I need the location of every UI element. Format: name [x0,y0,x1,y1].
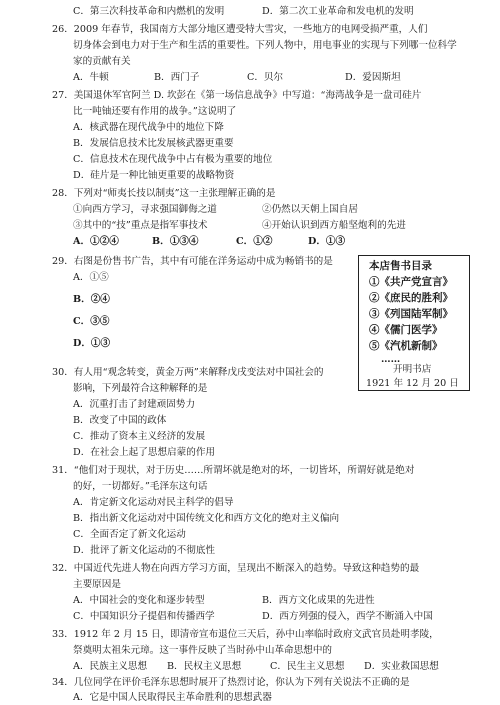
q31-option-a: A．肯定新文化运动对民主科学的倡导 [73,497,234,508]
ad-item-4: ④《儒门医学》 [369,324,443,336]
q28-item-1: ①向西方学习，寻求强国御侮之道 [73,204,217,215]
ad-date: 1921 年 12 月 20 日 [366,378,459,389]
q29-option-b: B．②④ [73,294,110,305]
q26-option-d: D．爱因斯坦 [345,72,401,83]
q32-option-a: A．中国社会的变化和逐步转型 [73,595,205,606]
q33-stem-line1: 33．1912 年 2 月 15 日，即清帝宣布退位三天后，孙中山率临时政府文武官员赴明孝陵， [52,629,439,640]
q30-option-b: B．改变了中国的政体 [73,415,167,426]
q25-option-c: C．第三次科技革命和内燃机的发明 [73,6,225,17]
q32-stem-line2: 主要原因是 [73,579,121,590]
q29-stem: 29．右图是份售书广告，其中有可能在洋务运动中成为畅销书的是 [52,256,333,267]
q29-option-d: D．①③ [73,338,111,349]
q34-stem: 34．几位同学在评价毛泽东思想时展开了热烈讨论，你认为下列有关说法不正确的是 [52,677,410,688]
q26-stem-line2: 切身体会到电力对于生产和生活的重要性。下列人物中，用电事业的实现与下列哪一位科学 [73,40,457,51]
ad-item-2: ②《庶民的胜利》 [369,292,453,304]
q30-option-c: C．推动了资本主义经济的发展 [73,431,206,442]
ad-item-1: ①《共产党宣言》 [369,276,453,288]
q31-stem-line2: 的好，一切都好。”毛泽东这句话 [73,481,208,492]
q32-option-d: D．西方列强的侵入，西学不断涌入中国 [262,611,433,622]
q32-option-b: B．西方文化成果的先进性 [262,595,375,606]
q30-option-d: D．在社会上起了思想启蒙的作用 [73,447,216,458]
book-advertisement [358,255,470,391]
q27-stem-line1: 27．美国退休军官阿兰 D. 坎彭在《第一场信息战争》中写道：“海湾战争是一盘司硅片 [52,90,422,101]
q33-option-a: A．民族主义思想 [73,661,148,672]
q26-stem-line1: 26．2009 年春节，我国南方大部分地区遭受特大雪灾，一些地方的电网受损严重，人们 [52,24,428,35]
q31-option-d: D．批评了新文化运动的不彻底性 [73,545,216,556]
q30-stem-line2: 影响，下列最符合这种解释的是 [73,383,208,394]
q26-option-a: A．牛顿 [73,72,109,83]
q33-stem-line2: 祭奠明太祖朱元璋。这一事件反映了当时孙中山革命思想中的 [73,645,333,656]
q26-stem-line3: 家的贡献有关 [73,56,131,67]
q25-option-d: D．第二次工业革命和发电机的发明 [262,6,414,17]
ad-item-3: ③《列国陆军制》 [369,308,453,320]
q31-option-c: C．全面否定了新文化运动 [73,529,186,540]
q33-option-c: C．民生主义思想 [270,661,345,672]
q27-option-d: D．硅片是一种比铀更重要的战略物资 [73,170,235,181]
q29-option-a: A．①⑤ [73,272,109,283]
q28-stem: 28．下列对“师夷长技以制夷”这一主张理解正确的是 [52,188,276,199]
ad-shop-name: 开明书店 [393,364,432,375]
q26-option-c: C．贝尔 [247,72,284,83]
q28-option-d: D．①③ [308,236,346,247]
ad-title: 本店售书目录 [369,260,432,272]
q34-option-a: A．它是中国人民取得民主革命胜利的思想武器 [73,692,272,703]
q26-option-b: B．西门子 [154,72,200,83]
q28-option-a: A．①②④ [73,236,119,247]
ad-ellipsis: …… [381,354,401,365]
q28-item-4: ④开始认识到西方船坚炮利的先进 [262,220,406,231]
ad-item-5: ⑤《汽机新制》 [369,340,443,352]
q27-option-a: A．核武器在现代战争中的地位下降 [73,122,224,133]
q28-item-2: ②仍然以天朝上国自居 [262,204,358,215]
q33-option-b: B．民权主义思想 [167,661,242,672]
q29-option-c: C．③⑤ [73,316,110,327]
q30-stem-line1: 30．有人用“观念转变，黄金万两”来解释戊戌变法对中国社会的 [52,367,324,378]
q32-option-c: C．中国知识分子提倡和传播西学 [73,611,215,622]
q30-option-a: A．沉重打击了封建顽固势力 [73,399,196,410]
q33-option-d: D．实业救国思想 [364,661,439,672]
q27-option-b: B．发展信息技术比发展核武器更重要 [73,138,234,149]
q31-stem-line1: 31．“他们对于现状，对于历史……所谓坏就是绝对的坏，一切皆坏，所谓好就是绝对 [52,465,415,476]
q31-option-b: B．指出新文化运动对中国传统文化和西方文化的绝对主义偏向 [73,513,340,524]
q27-stem-line2: 比一吨铀还要有作用的战争。”这说明了 [73,106,237,117]
q28-option-b: B．①③④ [152,236,199,247]
q28-item-3: ③其中的“技”重点是指军事技术 [73,220,208,231]
q32-stem-line1: 32．中国近代先进人物在向西方学习方面，呈现出不断深入的趋势。导致这种趋势的最 [52,563,420,574]
q27-option-c: C．信息技术在现代战争中占有极为重要的地位 [73,154,273,165]
q28-option-c: C．①② [236,236,273,247]
